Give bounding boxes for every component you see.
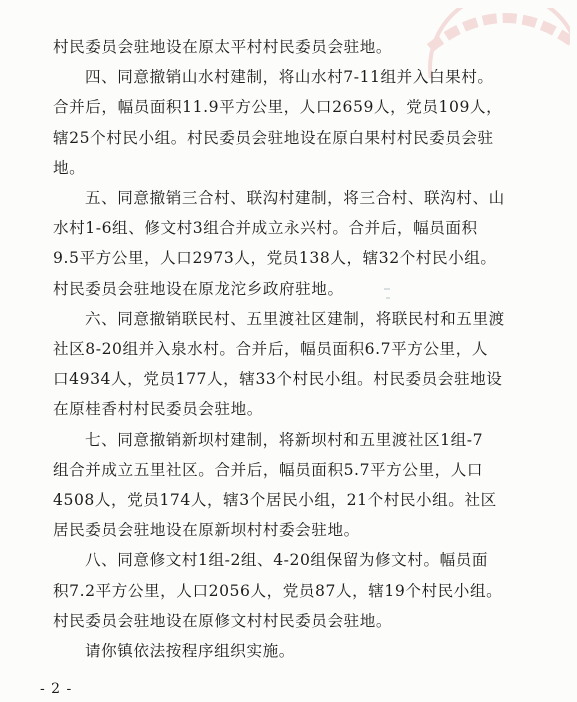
- body-line: 村民委员会驻地设在原龙沱乡政府驻地。: [53, 279, 344, 298]
- body-line: 五、同意撤销三合村、联沟村建制，将三合村、联沟村、山: [85, 189, 505, 208]
- body-line: 水村1-6组、修文村3组合并成立永兴村。合并后，幅员面积: [53, 219, 478, 238]
- body-line: 社区8-20组并入泉水村。合并后，幅员面积6.7平方公里，人: [53, 340, 488, 359]
- body-line: 六、同意撤销联民村、五里渡社区建制，将联民村和五里渡: [85, 309, 505, 328]
- body-line: 辖25个村民小组。村民委员会驻地设在原白果村村民委员会驻: [53, 128, 494, 147]
- body-line: 村民委员会驻地设在原太平村村民委员会驻地。: [53, 38, 393, 56]
- body-line: 七、同意撤销新坝村建制，将新坝村和五里渡社区1组-7: [85, 430, 484, 449]
- body-line: 口4934人，党员177人，辖33个村民小组。村民委员会驻地设: [53, 370, 503, 389]
- body-line: 八、同意修文村1组-2组、4-20组保留为修文村。幅员面: [85, 551, 489, 570]
- body-line: 村民委员会驻地设在原修文村村民委员会驻地。: [53, 611, 393, 630]
- document-body: [53, 32, 523, 666]
- page-number: - 2 -: [40, 681, 73, 697]
- body-line: 4508人，党员174人，辖3个居民小组，21个村民小组。社区: [53, 491, 497, 510]
- body-line: 居民委员会驻地设在原新坝村村委会驻地。: [53, 521, 360, 540]
- body-line: 组合并成立五里社区。合并后，幅员面积5.7平方公里，人口: [53, 460, 484, 479]
- body-line: 积7.2平方公里，人口2056人，党员87人，辖19个村民小组。: [53, 581, 503, 600]
- body-line: 在原桂香村村民委员会驻地。: [53, 400, 263, 419]
- body-line: 9.5平方公里，人口2973人，党员138人，辖32个村民小组。: [53, 249, 497, 268]
- body-line: 地。: [53, 158, 86, 177]
- body-line: 合并后，幅员面积11.9平方公里，人口2659人，党员109人，: [53, 98, 503, 117]
- body-line: 请你镇依法按程序组织实施。: [85, 642, 295, 661]
- body-line: 四、同意撤销山水村建制，将山水村7-11组并入白果村。: [85, 68, 494, 87]
